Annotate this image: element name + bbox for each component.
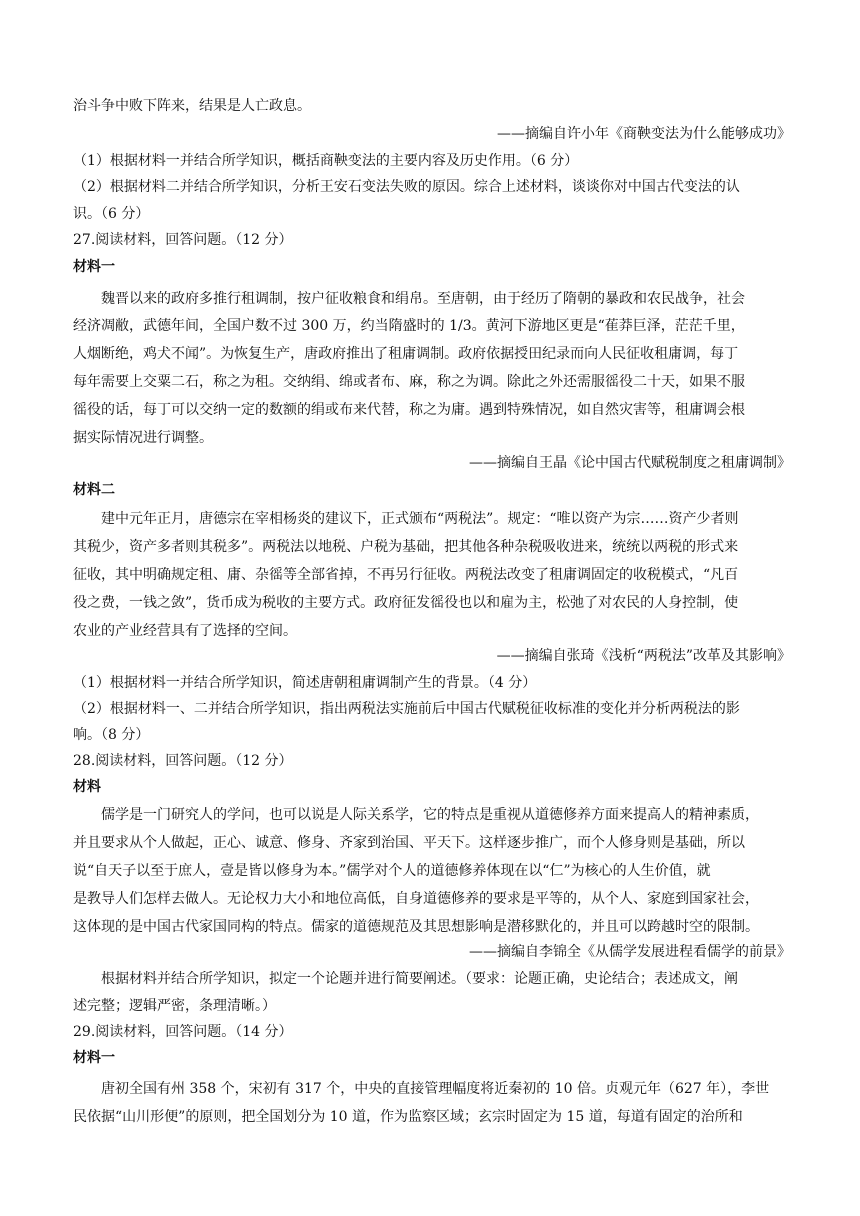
paragraph-line: 这体现的是中国古代家国同构的特点。儒家的道德规范及其思想影响是潜移默化的，并且可以跨越时空的限制。	[73, 919, 759, 935]
citation: ——摘编自许小年《商鞅变法为什么能够成功》	[497, 126, 791, 142]
paragraph-line: 人烟断绝，鸡犬不闻”。为恢复生产，唐政府推出了租庸调制。政府依据授田纪录而向人民征收租庸调，每丁	[73, 346, 739, 362]
question-1: （1）根据材料一并结合所学知识，简述唐朝租庸调制产生的背景。（4 分）	[73, 675, 537, 691]
question-heading-28: 28.阅读材料，回答问题。（12 分）	[73, 753, 293, 769]
question-2: （2）根据材料二并结合所学知识，分析王安石变法失败的原因。综合上述材料，谈谈你对中国古代变法的认	[73, 179, 740, 195]
paragraph-line: 每年需要上交粟二石，称之为租。交纳绢、绵或者布、麻，称之为调。除此之外还需服徭役二十天，如果不服	[73, 374, 745, 390]
question-2: （2）根据材料一、二并结合所学知识，指出两税法实施前后中国古代赋税征收标准的变化并分析两税法的影	[73, 701, 740, 717]
question-heading-29: 29.阅读材料，回答问题。（14 分）	[73, 1024, 293, 1040]
material-heading: 材料	[73, 779, 101, 795]
material-heading: 材料二	[73, 482, 115, 498]
citation: ——摘编自王晶《论中国古代赋税制度之租庸调制》	[469, 455, 791, 471]
paragraph-line: 农业的产业经营具有了选择的空间。	[73, 623, 297, 639]
citation: ——摘编自李锦全《从儒学发展进程看儒学的前景》	[469, 944, 791, 960]
paragraph-line: 据实际情况进行调整。	[73, 430, 213, 446]
paragraph-line: 唐初全国有州 358 个，宋初有 317 个，中央的直接管理幅度将近秦初的 10 倍。贞观元年（627 年），李世	[101, 1081, 770, 1097]
paragraph-line: 儒学是一门研究人的学问，也可以说是人际关系学，它的特点是重视从道德修养方面来提高人的精神素质，	[101, 807, 759, 823]
paragraph-line: 征收，其中明确规定租、庸、杂徭等全部省掉，不再另行征收。两税法改变了租庸调固定的收税模式，“凡百	[73, 567, 739, 583]
citation: ——摘编自张琦《浅析“两税法”改革及其影响》	[496, 648, 791, 664]
paragraph-line: 经济凋敝，武德年间，全国户数不过 300 万，约当隋盛时的 1/3。黄河下游地区更是“萑莽巨泽，茫茫千里，	[73, 318, 745, 334]
paragraph-line: 徭役的话，每丁可以交纳一定的数额的绢或布来代替，称之为庸。遇到特殊情况，如自然灾害等，租庸调会根	[73, 402, 745, 418]
paragraph-line: 建中元年正月，唐德宗在宰相杨炎的建议下，正式颁布“两税法”。规定：“唯以资产为宗……资产少者则	[101, 511, 739, 527]
text-line: 响。（8 分）	[73, 727, 150, 743]
instruction-line: 述完整；逻辑严密，条理清晰。）	[73, 998, 276, 1014]
text-line: 识。（6 分）	[73, 206, 150, 222]
material-heading: 材料一	[73, 1050, 115, 1066]
paragraph-line: 其税少，资产多者则其税多”。两税法以地税、户税为基础，把其他各种杂税吸收进来，统统以两税的形式来	[73, 539, 739, 555]
question-heading-27: 27.阅读材料，回答问题。（12 分）	[73, 232, 293, 248]
text-line: 治斗争中败下阵来，结果是人亡政息。	[73, 98, 311, 114]
instruction-line: 根据材料并结合所学知识，拟定一个论题并进行简要阐述。（要求：论题正确，史论结合；表述成文，阐	[101, 971, 738, 987]
material-heading: 材料一	[73, 259, 115, 275]
paragraph-line: 是教导人们怎样去做人。无论权力大小和地位高低，自身道德修养的要求是平等的，从个人、家庭到国家社会，	[73, 891, 759, 907]
paragraph-line: 说“自天子以至于庶人，壹是皆以修身为本。”儒学对个人的道德修养体现在以“仁”为核心的人生价值，就	[73, 863, 711, 879]
question-1: （1）根据材料一并结合所学知识，概括商鞅变法的主要内容及历史作用。（6 分）	[73, 153, 579, 169]
paragraph-line: 民依据“山川形便”的原则，把全国划分为 10 道，作为监察区域；玄宗时固定为 15 道，每道有固定的治所和	[73, 1109, 743, 1125]
paragraph-line: 役之费，一钱之敛”，货币成为税收的主要方式。政府征发徭役也以和雇为主，松弛了对农民的人身控制，使	[73, 595, 739, 611]
paragraph-line: 并且要求从个人做起，正心、诚意、修身、齐家到治国、平天下。这样逐步推广，而个人修身则是基础，所以	[73, 835, 745, 851]
paragraph-line: 魏晋以来的政府多推行租调制，按户征收粮食和绢帛。至唐朝，由于经历了隋朝的暴政和农民战争，社会	[101, 291, 745, 307]
